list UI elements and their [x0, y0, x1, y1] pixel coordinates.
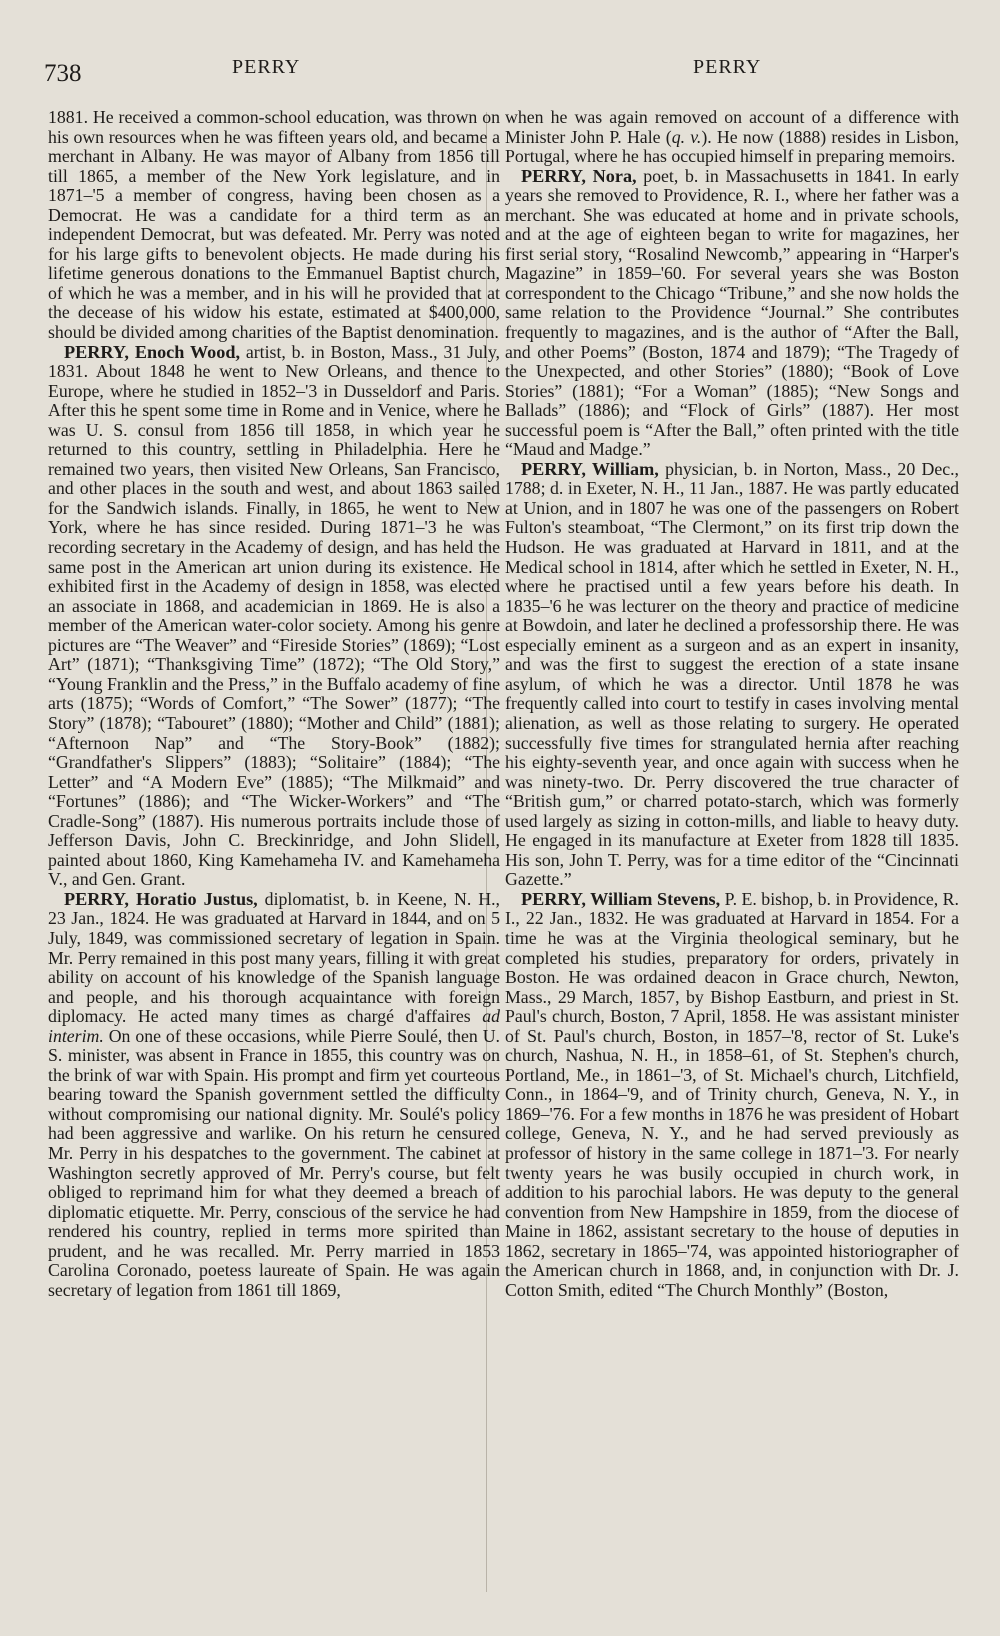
entry-william-stevens-perry [505, 890, 959, 1300]
entry-text: P. E. bishop, b. in Providence, R. I., 22 Jan., 1832. He was graduated at Harvard in 1854. For a time he was at the Virginia theological seminary, but he completed his studies, preparatory for orders, privately in Boston. He was ordained deacon in Grace church, Newton, Mass., 29 March, 1857, by Bishop Eastburn, and priest in St. Paul's church, Boston, 7 April, 1858. He was assistant minister of St. Paul's church, Boston, in 1857–'8, rector of St. Luke's church, Nashua, N. H., in 1858–61, of St. Stephen's church, Portland, Me., in 1861–'3, of St. Michael's church, Litchfield, Conn., in 1864–'9, and of Trinity church, Geneva, N. Y., in 1869–'76. For a few months in 1876 he was president of Hobart college, Geneva, N. Y., and he had served previously as professor of history in the same college in 1871–'3. For nearly twenty years he was busily occupied in church work, in addition to his parochial labors. He was deputy to the general convention from New Hampshire in 1859, from the diocese of Maine in 1862, assistant secretary to the house of deputies in 1862, secretary in 1865–'74, was appointed historiographer of the American church in 1868, and, in conjunction with Dr. J. Cotton Smith, edited “The Church Monthly” (Boston, [505, 888, 959, 1300]
entry-text: ). He now (1888) resides in Lisbon, Portugal, where he has occupied himself in preparing memoirs. [505, 126, 959, 167]
left-column [48, 108, 500, 1300]
entry-headword: PERRY, Horatio Justus, [64, 888, 258, 909]
entry-text: artist, b. in Boston, Mass., 31 July, 1831. About 1848 he went to New Orleans, and thence to Europe, where he studied in 1852–'3 in Dusseldorf and Paris. After this he spent some time in Rome and in Venice, where he was U. S. consul from 1856 till 1858, in which year he returned to this country, settling in Philadelphia. Here he remained two years, then visited New Orleans, San Francisco, and other places in the south and west, and about 1863 sailed for the Sandwich islands. Finally, in 1865, he went to New York, where he has since resided. During 1871–'3 he was recording secretary in the Academy of design, and has held the same post in the American art union during its existence. He exhibited first in the Academy of design in 1858, was elected an associate in 1868, and academician in 1869. He is also a member of the American water-color society. Among his genre pictures are “The Weaver” and “Fireside Stories” (1869); “Lost Art” (1871); “Thanksgiving Time” (1872); “The Old Story,” “Young Franklin and the Press,” in the Buffalo academy of fine arts (1875); “Words of Comfort,” “The Sower” (1877); “The Story” (1878); “Tabouret” (1880); “Mother and Child” (1881); “Afternoon Nap” and “The Story-Book” (1882); “Grandfather's Slippers” (1883); “Solitaire” (1884); “The Letter” and “A Modern Eve” (1885); “The Milkmaid” and “Fortunes” (1886); and “The Wicker-Workers” and “The Cradle-Song” (1887). His numerous portraits include those of Jefferson Davis, John C. Breckinridge, and John Slidell, painted about 1860, King Kamehameha IV. and Kamehameha V., and Gen. Grant. [48, 341, 500, 890]
entry-text: physician, b. in Norton, Mass., 20 Dec., 1788; d. in Exeter, N. H., 11 Jan., 1887. He was partly educated at Union, and in 1807 he was one of the passengers on Robert Fulton's steamboat, “The Clermont,” on its first trip down the Hudson. He was graduated at Harvard in 1811, and at the Medical school in 1814, after which he settled in Exeter, N. H., where he practised until a few years before his death. In 1835–'6 he was lecturer on the theory and practice of medicine at Bowdoin, and later he declined a professorship there. He was especially eminent as a surgeon and as an expert in insanity, and was the first to suggest the erection of a state insane asylum, of which he was a director. Until 1878 he was frequently called into court to testify in cases involving mental alienation, as well as those relating to surgery. He operated successfully five times for strangulated hernia after reaching his eighty-seventh year, and once again with success when he was ninety-two. Dr. Perry discovered the true character of “British gum,” or charred potato-starch, which was formerly used largely as sizing in cotton-mills, and liable to heavy duty. He engaged in its manufacture at Exeter from 1828 till 1835. His son, John T. Perry, was for a time editor of the “Cincinnati Gazette.” [505, 458, 959, 890]
entry-text: poet, b. in Massachusetts in 1841. In early years she removed to Providence, R. I., where her father was a merchant. She was educated at home and in private schools, and at the age of eighteen began to write for magazines, her first serial story, “Rosalind Newcomb,” appearing in “Harper's Magazine” in 1859–'60. For several years she was Boston correspondent to the Chicago “Tribune,” and she now holds the same relation to the Providence “Journal.” She contributes frequently to magazines, and is the author of “After the Ball, and other Poems” (Boston, 1874 and 1879); “The Tragedy of the Unexpected, and other Stories” (1880); “Book of Love Stories” (1881); “For a Woman” (1885); “New Songs and Ballads” (1886); and “Flock of Girls” (1887). Her most successful poem is “After the Ball,” often printed with the title “Maud and Madge.” [505, 165, 959, 460]
entry-italic-term: ad interim. [48, 1006, 500, 1046]
entry-headword: PERRY, William Stevens, [521, 888, 721, 909]
entry-horatio-justus-perry [48, 890, 500, 1300]
entry-william-perry [505, 460, 959, 890]
entry-headword: PERRY, William, [521, 458, 659, 479]
entry-headword: PERRY, Enoch Wood, [64, 341, 240, 362]
running-head-left: PERRY [232, 56, 301, 78]
entry-text: diplomatist, b. in Keene, N. H., 23 Jan., 1824. He was graduated at Harvard in 1844, and on 5 July, 1849, was commissioned secretary of legation in Spain. Mr. Perry remained in this post many years, filling it with great ability on account of his knowledge of the Spanish language and people, and his thorough acquaintance with foreign diplomacy. He acted many times as chargé d'affaires [48, 888, 501, 1027]
entry-headword: PERRY, Nora, [521, 165, 637, 186]
entry-nora-perry [505, 167, 959, 460]
right-column [505, 108, 959, 1300]
continued-entry-text: 1881. He received a common-school education, was thrown on his own resources when he was fifteen years old, and became a merchant in Albany. He was mayor of Albany from 1856 till till 1865, a member of the New York legislature, and in 1871–'5 a member of congress, having been chosen as a Democrat. He was a candidate for a third term as an independent Democrat, but was defeated. Mr. Perry was noted for his large gifts to benevolent objects. He made during his lifetime generous donations to the Emmanuel Baptist church, of which he was a member, and in his will he provided that at the decease of his widow his estate, estimated at $400,000, should be divided among charities of the Baptist denomination. [48, 107, 500, 343]
entry-enoch-wood-perry [48, 343, 500, 890]
continued-entry-text [505, 108, 959, 167]
entry-text: On one of these occasions, while Pierre Soulé, then U. S. minister, was absent in France in 1855, this country was on the brink of war with Spain. His prompt and firm yet courteous bearing toward the Spanish government settled the difficulty without compromising our national dignity. Mr. Soulé's policy had been aggressive and warlike. On his return he censured Mr. Perry in his despatches to the government. The cabinet at Washington secretly approved of Mr. Perry's course, but felt obliged to reprimand him for what they deemed a breach of diplomatic etiquette. Mr. Perry, conscious of the service he had rendered his country, replied in terms more spirited than prudent, and he was recalled. Mr. Perry married in 1853 Carolina Coronado, poetess laureate of Spain. He was again secretary of legation from 1861 till 1869, [48, 1025, 500, 1300]
page-number: 738 [44, 60, 82, 87]
running-head-right: PERRY [693, 56, 762, 78]
entry-italic-term: q. v. [671, 126, 702, 147]
entry-text: when he was again removed on account of a difference with Minister John P. Hale ( [505, 107, 959, 147]
